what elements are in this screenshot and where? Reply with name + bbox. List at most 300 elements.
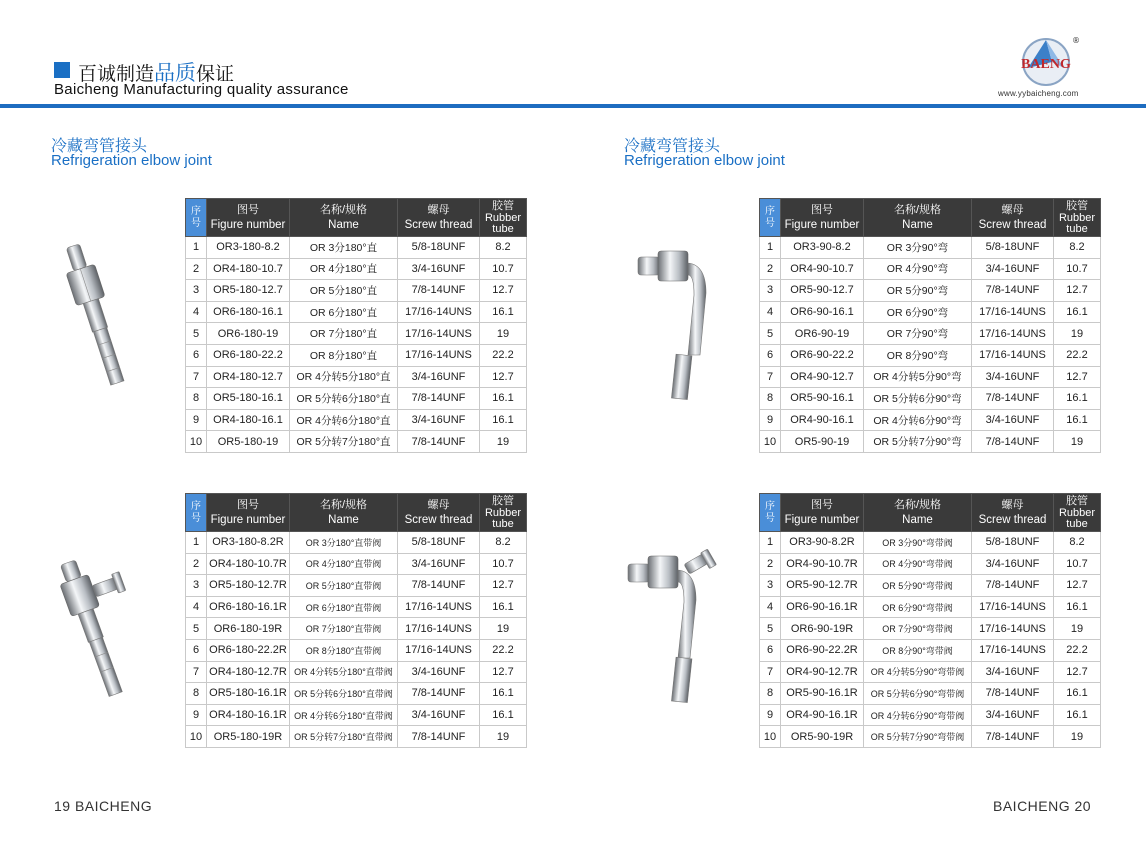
cell-seq: 3	[760, 280, 781, 302]
cell-figure-number: OR4-90-10.7	[781, 258, 864, 280]
cell-figure-number: OR5-90-19R	[781, 726, 864, 748]
cell-figure-number: OR5-90-16.1R	[781, 683, 864, 705]
cell-name: OR 4分90°弯带阀	[864, 553, 972, 575]
table-row	[186, 280, 527, 302]
header-screw-thread-en: Screw thread	[404, 218, 473, 231]
header-seq: 序号	[186, 494, 207, 532]
cell-name: OR 8分180°直带阀	[290, 639, 398, 661]
cell-figure-number: OR3-180-8.2	[207, 237, 290, 259]
cell-figure-number: OR6-90-22.2R	[781, 639, 864, 661]
header-figure-number-cn: 图号	[237, 203, 259, 216]
cell-name: OR 8分90°弯带阀	[864, 639, 972, 661]
cell-name: OR 7分180°直	[290, 323, 398, 345]
header-figure-number-en: Figure number	[210, 513, 286, 526]
cell-rubber-tube: 16.1	[480, 301, 527, 323]
header-figure-number-cn: 图号	[237, 498, 259, 511]
header-name-cn: 名称/规格	[893, 498, 942, 511]
cell-screw-thread: 7/8-14UNF	[972, 431, 1054, 453]
cell-figure-number: OR3-90-8.2	[781, 237, 864, 259]
cell-figure-number: OR5-180-19R	[207, 726, 290, 748]
table-header-row	[760, 199, 1101, 237]
cell-rubber-tube: 16.1	[1054, 388, 1101, 410]
header-rubber-tube-en: Rubber tube	[1058, 507, 1096, 530]
cell-screw-thread: 7/8-14UNF	[972, 726, 1054, 748]
cell-rubber-tube: 12.7	[480, 280, 527, 302]
header-figure-number	[207, 199, 290, 237]
cell-screw-thread: 17/16-14UNS	[972, 301, 1054, 323]
cell-figure-number: OR6-180-16.1R	[207, 596, 290, 618]
header-rule	[0, 104, 1146, 108]
cell-rubber-tube: 16.1	[1054, 301, 1101, 323]
cell-screw-thread: 17/16-14UNS	[398, 301, 480, 323]
cell-rubber-tube: 8.2	[480, 237, 527, 259]
header-name	[864, 199, 972, 237]
cell-figure-number: OR5-90-12.7	[781, 280, 864, 302]
table-row	[186, 258, 527, 280]
cell-screw-thread: 7/8-14UNF	[398, 431, 480, 453]
table-row	[760, 575, 1101, 597]
header-screw-thread	[398, 199, 480, 237]
table-row	[760, 532, 1101, 554]
cell-figure-number: OR6-90-16.1	[781, 301, 864, 323]
baicheng-logo	[1014, 34, 1080, 88]
header-screw-thread-cn: 螺母	[427, 498, 450, 511]
table-180-straight	[185, 198, 527, 453]
cell-seq: 2	[760, 258, 781, 280]
cell-seq: 4	[186, 301, 207, 323]
cell-figure-number: OR6-90-19R	[781, 618, 864, 640]
cell-figure-number: OR4-180-16.1R	[207, 704, 290, 726]
cell-rubber-tube: 19	[480, 726, 527, 748]
header-screw-thread-en: Screw thread	[978, 513, 1047, 526]
cell-name: OR 6分180°直	[290, 301, 398, 323]
table-row	[186, 366, 527, 388]
cell-figure-number: OR5-90-12.7R	[781, 575, 864, 597]
cell-name: OR 5分转7分90°弯带阀	[864, 726, 972, 748]
header-square-marker	[54, 62, 70, 78]
table-row	[186, 237, 527, 259]
cell-rubber-tube: 8.2	[1054, 237, 1101, 259]
cell-screw-thread: 17/16-14UNS	[398, 323, 480, 345]
cell-figure-number: OR6-180-22.2R	[207, 639, 290, 661]
table-row	[186, 344, 527, 366]
cell-rubber-tube: 16.1	[1054, 596, 1101, 618]
cell-seq: 2	[186, 553, 207, 575]
cell-name: OR 7分90°弯带阀	[864, 618, 972, 640]
table-row	[186, 553, 527, 575]
header-seq: 序号	[186, 199, 207, 237]
cell-screw-thread: 7/8-14UNF	[398, 575, 480, 597]
cell-seq: 5	[760, 618, 781, 640]
cell-screw-thread: 5/8-18UNF	[972, 237, 1054, 259]
cell-seq: 7	[186, 661, 207, 683]
right-section-title-en: Refrigeration elbow joint	[624, 152, 785, 169]
cell-seq: 9	[186, 409, 207, 431]
header-figure-number-cn: 图号	[811, 498, 833, 511]
cell-figure-number: OR6-180-19R	[207, 618, 290, 640]
cell-rubber-tube: 16.1	[480, 409, 527, 431]
cell-name: OR 5分90°弯带阀	[864, 575, 972, 597]
header-figure-number-cn: 图号	[811, 203, 833, 216]
cell-name: OR 8分180°直	[290, 344, 398, 366]
logo-text: BAENG	[1021, 57, 1071, 72]
cell-name: OR 4分转5分180°直带阀	[290, 661, 398, 683]
table-row	[186, 661, 527, 683]
table-row	[186, 575, 527, 597]
cell-name: OR 5分转6分90°弯带阀	[864, 683, 972, 705]
cell-seq: 7	[760, 661, 781, 683]
elbow-fitting-with-valve-image	[624, 548, 724, 706]
cell-figure-number: OR5-180-12.7R	[207, 575, 290, 597]
cell-name: OR 8分90°弯	[864, 344, 972, 366]
table-header-row	[760, 494, 1101, 532]
header-screw-thread-en: Screw thread	[978, 218, 1047, 231]
cell-rubber-tube: 12.7	[480, 366, 527, 388]
cell-name: OR 5分180°直	[290, 280, 398, 302]
table-row	[760, 639, 1101, 661]
table-row	[760, 431, 1101, 453]
right-section-title-cn: 冷藏弯管接头	[624, 136, 721, 155]
cell-figure-number: OR4-180-12.7	[207, 366, 290, 388]
cell-rubber-tube: 22.2	[480, 344, 527, 366]
table-row	[186, 704, 527, 726]
cell-rubber-tube: 19	[1054, 431, 1101, 453]
header-rubber-tube	[1054, 494, 1101, 532]
cell-screw-thread: 17/16-14UNS	[398, 344, 480, 366]
cell-seq: 2	[760, 553, 781, 575]
cell-seq: 1	[760, 532, 781, 554]
header-rubber-tube-en: Rubber tube	[484, 212, 522, 235]
cell-name: OR 5分转7分180°直带阀	[290, 726, 398, 748]
header-title-en: Baicheng Manufacturing quality assurance	[54, 81, 349, 98]
table-row	[760, 388, 1101, 410]
header-name-cn: 名称/规格	[893, 203, 942, 216]
cell-rubber-tube: 16.1	[1054, 704, 1101, 726]
table-row	[760, 726, 1101, 748]
cell-seq: 8	[760, 388, 781, 410]
cell-name: OR 6分90°弯带阀	[864, 596, 972, 618]
table-row	[760, 280, 1101, 302]
cell-seq: 10	[186, 431, 207, 453]
cell-name: OR 5分转7分180°直	[290, 431, 398, 453]
footer-left-page: 19 BAICHENG	[54, 798, 153, 814]
header-figure-number	[781, 199, 864, 237]
header-seq: 序号	[760, 494, 781, 532]
table-row	[186, 639, 527, 661]
cell-name: OR 4分转6分90°弯带阀	[864, 704, 972, 726]
cell-screw-thread: 17/16-14UNS	[398, 639, 480, 661]
header-rubber-tube	[480, 199, 527, 237]
cell-rubber-tube: 8.2	[480, 532, 527, 554]
logo-registered-mark: ®	[1072, 36, 1080, 45]
cell-screw-thread: 17/16-14UNS	[972, 344, 1054, 366]
cell-screw-thread: 3/4-16UNF	[398, 409, 480, 431]
header-figure-number-en: Figure number	[210, 218, 286, 231]
table-row	[186, 618, 527, 640]
cell-figure-number: OR5-90-19	[781, 431, 864, 453]
cell-name: OR 5分转7分90°弯	[864, 431, 972, 453]
table-row	[760, 596, 1101, 618]
cell-name: OR 6分180°直带阀	[290, 596, 398, 618]
table-row	[186, 431, 527, 453]
cell-rubber-tube: 12.7	[1054, 575, 1101, 597]
header-screw-thread-cn: 螺母	[1001, 203, 1024, 216]
table-row	[186, 683, 527, 705]
cell-figure-number: OR5-180-12.7	[207, 280, 290, 302]
table-row	[760, 366, 1101, 388]
cell-figure-number: OR6-90-19	[781, 323, 864, 345]
cell-screw-thread: 7/8-14UNF	[972, 280, 1054, 302]
cell-screw-thread: 7/8-14UNF	[972, 683, 1054, 705]
cell-seq: 4	[186, 596, 207, 618]
cell-name: OR 7分180°直带阀	[290, 618, 398, 640]
cell-figure-number: OR4-180-12.7R	[207, 661, 290, 683]
cell-screw-thread: 17/16-14UNS	[972, 618, 1054, 640]
table-90-elbow-with-valve	[759, 493, 1101, 748]
table-row	[760, 258, 1101, 280]
cell-name: OR 4分转5分180°直	[290, 366, 398, 388]
header-rubber-tube-cn: 胶管	[1066, 495, 1088, 507]
table-row	[760, 704, 1101, 726]
header-rubber-tube-en: Rubber tube	[484, 507, 522, 530]
cell-figure-number: OR4-90-16.1	[781, 409, 864, 431]
cell-rubber-tube: 19	[480, 618, 527, 640]
elbow-fitting-image	[632, 245, 717, 405]
cell-figure-number: OR3-90-8.2R	[781, 532, 864, 554]
cell-name: OR 4分180°直带阀	[290, 553, 398, 575]
cell-seq: 6	[760, 639, 781, 661]
cell-name: OR 3分180°直带阀	[290, 532, 398, 554]
header-rubber-tube-cn: 胶管	[492, 495, 514, 507]
cell-screw-thread: 17/16-14UNS	[398, 618, 480, 640]
cell-name: OR 4分180°直	[290, 258, 398, 280]
cell-name: OR 6分90°弯	[864, 301, 972, 323]
cell-seq: 3	[760, 575, 781, 597]
cell-seq: 5	[186, 618, 207, 640]
cell-name: OR 4分转5分90°弯	[864, 366, 972, 388]
cell-rubber-tube: 19	[1054, 726, 1101, 748]
cell-seq: 6	[186, 639, 207, 661]
cell-seq: 7	[760, 366, 781, 388]
cell-figure-number: OR4-90-10.7R	[781, 553, 864, 575]
straight-fitting-image	[52, 240, 142, 395]
header-screw-thread	[972, 494, 1054, 532]
cell-rubber-tube: 10.7	[480, 258, 527, 280]
footer-right-page: BAICHENG 20	[993, 798, 1092, 814]
header-name	[864, 494, 972, 532]
header-name	[290, 199, 398, 237]
cell-figure-number: OR4-90-16.1R	[781, 704, 864, 726]
header-name-cn: 名称/规格	[319, 203, 368, 216]
cell-rubber-tube: 16.1	[480, 683, 527, 705]
header-rubber-tube-cn: 胶管	[492, 200, 514, 212]
cell-screw-thread: 7/8-14UNF	[398, 388, 480, 410]
cell-rubber-tube: 19	[1054, 618, 1101, 640]
cell-screw-thread: 17/16-14UNS	[972, 323, 1054, 345]
cell-rubber-tube: 19	[480, 431, 527, 453]
cell-name: OR 7分90°弯	[864, 323, 972, 345]
cell-rubber-tube: 22.2	[1054, 344, 1101, 366]
table-row	[760, 553, 1101, 575]
cell-name: OR 4分转5分90°弯带阀	[864, 661, 972, 683]
table-row	[186, 409, 527, 431]
header-screw-thread	[398, 494, 480, 532]
table-header-row	[186, 199, 527, 237]
cell-name: OR 5分90°弯	[864, 280, 972, 302]
cell-seq: 10	[760, 431, 781, 453]
cell-seq: 8	[186, 683, 207, 705]
header-name-en: Name	[328, 513, 359, 526]
cell-figure-number: OR4-180-10.7R	[207, 553, 290, 575]
cell-figure-number: OR6-180-16.1	[207, 301, 290, 323]
cell-seq: 7	[186, 366, 207, 388]
cell-figure-number: OR4-90-12.7	[781, 366, 864, 388]
cell-seq: 3	[186, 280, 207, 302]
cell-screw-thread: 17/16-14UNS	[398, 596, 480, 618]
cell-figure-number: OR5-180-16.1R	[207, 683, 290, 705]
cell-figure-number: OR5-90-16.1	[781, 388, 864, 410]
cell-rubber-tube: 19	[1054, 323, 1101, 345]
header-screw-thread-cn: 螺母	[427, 203, 450, 216]
header-rubber-tube	[480, 494, 527, 532]
cell-rubber-tube: 12.7	[480, 661, 527, 683]
table-row	[760, 301, 1101, 323]
cell-seq: 6	[760, 344, 781, 366]
straight-fitting-with-valve-image	[48, 550, 148, 700]
cell-figure-number: OR4-90-12.7R	[781, 661, 864, 683]
cell-seq: 4	[760, 596, 781, 618]
cell-rubber-tube: 16.1	[1054, 683, 1101, 705]
cell-rubber-tube: 16.1	[480, 388, 527, 410]
cell-screw-thread: 3/4-16UNF	[398, 366, 480, 388]
cell-screw-thread: 5/8-18UNF	[398, 237, 480, 259]
cell-figure-number: OR5-180-16.1	[207, 388, 290, 410]
cell-name: OR 5分转6分180°直	[290, 388, 398, 410]
header-seq: 序号	[760, 199, 781, 237]
cell-rubber-tube: 22.2	[480, 639, 527, 661]
cell-screw-thread: 3/4-16UNF	[972, 704, 1054, 726]
cell-screw-thread: 7/8-14UNF	[972, 575, 1054, 597]
cell-seq: 9	[760, 409, 781, 431]
cell-seq: 5	[186, 323, 207, 345]
cell-seq: 9	[186, 704, 207, 726]
cell-seq: 8	[760, 683, 781, 705]
cell-seq: 2	[186, 258, 207, 280]
cell-screw-thread: 3/4-16UNF	[972, 553, 1054, 575]
cell-rubber-tube: 16.1	[480, 596, 527, 618]
header-rubber-tube-en: Rubber tube	[1058, 212, 1096, 235]
cell-screw-thread: 3/4-16UNF	[972, 258, 1054, 280]
left-section-title-cn: 冷藏弯管接头	[51, 136, 148, 155]
cell-name: OR 4分转6分180°直带阀	[290, 704, 398, 726]
header-screw-thread-en: Screw thread	[404, 513, 473, 526]
header-figure-number	[781, 494, 864, 532]
table-row	[186, 596, 527, 618]
header-figure-number-en: Figure number	[784, 218, 860, 231]
cell-screw-thread: 5/8-18UNF	[972, 532, 1054, 554]
cell-rubber-tube: 10.7	[1054, 553, 1101, 575]
table-row	[760, 661, 1101, 683]
cell-rubber-tube: 22.2	[1054, 639, 1101, 661]
header-name	[290, 494, 398, 532]
cell-figure-number: OR6-90-16.1R	[781, 596, 864, 618]
table-row	[186, 388, 527, 410]
table-header-row	[186, 494, 527, 532]
cell-name: OR 3分90°弯带阀	[864, 532, 972, 554]
table-180-straight-with-valve	[185, 493, 527, 748]
header-rubber-tube	[1054, 199, 1101, 237]
cell-figure-number: OR5-180-19	[207, 431, 290, 453]
cell-screw-thread: 3/4-16UNF	[972, 409, 1054, 431]
cell-screw-thread: 7/8-14UNF	[398, 726, 480, 748]
header-name-en: Name	[902, 218, 933, 231]
cell-seq: 1	[760, 237, 781, 259]
table-row	[186, 301, 527, 323]
cell-screw-thread: 7/8-14UNF	[398, 280, 480, 302]
cell-figure-number: OR6-180-22.2	[207, 344, 290, 366]
table-row	[186, 726, 527, 748]
cell-name: OR 4分转6分90°弯	[864, 409, 972, 431]
cell-name: OR 4分转6分180°直	[290, 409, 398, 431]
cell-rubber-tube: 16.1	[1054, 409, 1101, 431]
table-row	[760, 237, 1101, 259]
header-name-en: Name	[328, 218, 359, 231]
table-row	[760, 618, 1101, 640]
header-name-cn: 名称/规格	[319, 498, 368, 511]
left-section-title-en: Refrigeration elbow joint	[51, 152, 212, 169]
cell-name: OR 4分90°弯	[864, 258, 972, 280]
cell-rubber-tube: 12.7	[1054, 661, 1101, 683]
website-url: www.yybaicheng.com	[998, 89, 1079, 98]
cell-seq: 10	[186, 726, 207, 748]
table-row	[760, 323, 1101, 345]
cell-seq: 9	[760, 704, 781, 726]
cell-figure-number: OR3-180-8.2R	[207, 532, 290, 554]
cell-seq: 1	[186, 237, 207, 259]
cell-name: OR 5分180°直带阀	[290, 575, 398, 597]
cell-rubber-tube: 12.7	[1054, 366, 1101, 388]
cell-name: OR 3分90°弯	[864, 237, 972, 259]
cell-rubber-tube: 12.7	[480, 575, 527, 597]
header-title-cn-suffix: 保证	[196, 63, 235, 85]
cell-screw-thread: 7/8-14UNF	[398, 683, 480, 705]
cell-rubber-tube: 16.1	[480, 704, 527, 726]
cell-screw-thread: 3/4-16UNF	[398, 704, 480, 726]
cell-rubber-tube: 10.7	[1054, 258, 1101, 280]
header-name-en: Name	[902, 513, 933, 526]
header-figure-number	[207, 494, 290, 532]
cell-screw-thread: 3/4-16UNF	[972, 366, 1054, 388]
table-row	[760, 344, 1101, 366]
cell-screw-thread: 17/16-14UNS	[972, 639, 1054, 661]
cell-figure-number: OR6-180-19	[207, 323, 290, 345]
table-row	[186, 323, 527, 345]
header-screw-thread-cn: 螺母	[1001, 498, 1024, 511]
table-row	[186, 532, 527, 554]
cell-seq: 10	[760, 726, 781, 748]
table-row	[760, 683, 1101, 705]
cell-screw-thread: 17/16-14UNS	[972, 596, 1054, 618]
header-title-cn-accent: 品质	[154, 61, 197, 85]
table-row	[760, 409, 1101, 431]
cell-rubber-tube: 19	[480, 323, 527, 345]
cell-screw-thread: 3/4-16UNF	[398, 553, 480, 575]
cell-rubber-tube: 8.2	[1054, 532, 1101, 554]
table-90-elbow	[759, 198, 1101, 453]
header-screw-thread	[972, 199, 1054, 237]
cell-figure-number: OR4-180-10.7	[207, 258, 290, 280]
cell-screw-thread: 3/4-16UNF	[398, 661, 480, 683]
